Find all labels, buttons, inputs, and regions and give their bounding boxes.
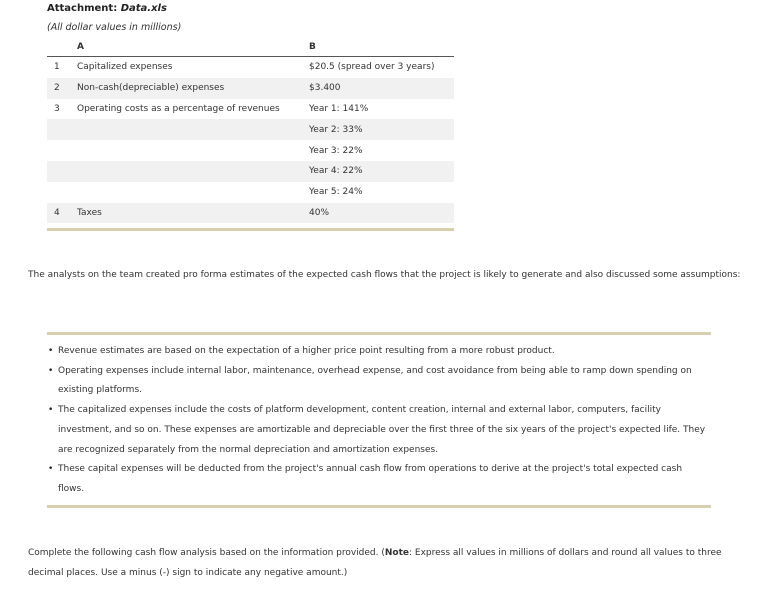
row-description: Capitalized expenses [77,62,173,73]
assumptions-bottom-rule [47,505,711,508]
row-value: Year 4: 22% [309,161,454,182]
row-value: Year 2: 33% [309,119,454,140]
instruction-text-after: : Express all values in millions of dollars and round all values to three decimal places. Use a minus (-) sign to indicate any negative amount.) [28,548,722,578]
row-number: 1 [54,62,60,73]
instruction-text-before: Complete the following cash flow analysis based on the information provided. ( [28,548,385,558]
row-value: 40% [309,203,454,224]
row-number [47,161,77,182]
column-header-b: B [309,38,454,57]
attachment-filename[interactable]: Data.xls [120,3,167,14]
row-value: $3.400 [309,78,454,99]
attachment-subtitle: (All dollar values in millions) [47,22,182,33]
row-description: Taxes [77,203,309,224]
row-description [77,182,309,203]
table-header-row [47,38,454,57]
instruction-paragraph [28,543,743,583]
bullet-icon: • [48,405,54,416]
row-description [77,140,309,161]
assumption-text: Revenue estimates are based on the expectation of a higher price point resulting from a more robust product. [58,346,555,356]
intro-paragraph: The analysts on the team created pro forma estimates of the expected cash flows that the project is likely to generate and also discussed some assumptions: [28,270,741,280]
list-item [47,362,711,401]
table-row [47,119,454,140]
bullet-icon: • [48,365,54,376]
list-item [47,401,711,460]
row-description [77,161,309,182]
row-description: Non-cash(depreciable) expenses [77,78,309,99]
column-header-a: A [47,38,309,57]
row-number: 3 [54,103,60,114]
table-row [47,203,454,224]
table-row [47,161,454,182]
assumptions-top-rule [47,332,711,335]
table-row [47,78,454,99]
list-item [47,342,711,362]
row-value: Year 5: 24% [309,187,363,198]
row-description: Operating costs as a percentage of revenues [77,103,280,114]
row-value: $20.5 (spread over 3 years) [309,62,435,73]
row-number [47,119,77,140]
row-number [47,140,77,161]
assumption-text: These capital expenses will be deducted from the project's annual cash flow from operations to derive at the project's total expected cash flows. [58,464,683,494]
table-row [47,57,454,78]
bullet-icon: • [48,346,54,356]
bullet-icon: • [48,464,54,475]
table-bottom-rule [47,228,454,231]
data-table [47,38,454,223]
assumption-text: The capitalized expenses include the costs of platform development, content creation, internal and external labor, computers, facility investment, and so on. These expenses are amortizable and depreciable over the first three of the six years of the project's expected life. They are recognized separately from the normal depreciation and amortization expenses. [58,405,706,455]
table-row [47,140,454,161]
list-item [47,460,711,499]
row-number [47,182,77,203]
row-number: 4 [47,203,77,224]
row-description [77,119,309,140]
table-row [47,99,454,120]
row-value: Year 1: 141% [309,103,369,114]
assumptions-list [47,342,711,500]
assumption-text: Operating expenses include internal labor, maintenance, overhead expense, and cost avoidance from being able to ramp down spending on existing platforms. [58,365,692,396]
attachment-title [47,3,167,14]
attachment-label: Attachment: [47,3,118,14]
row-number: 2 [47,78,77,99]
table-row [47,182,454,203]
row-value: Year 3: 22% [309,145,363,156]
note-label: Note [384,548,410,558]
